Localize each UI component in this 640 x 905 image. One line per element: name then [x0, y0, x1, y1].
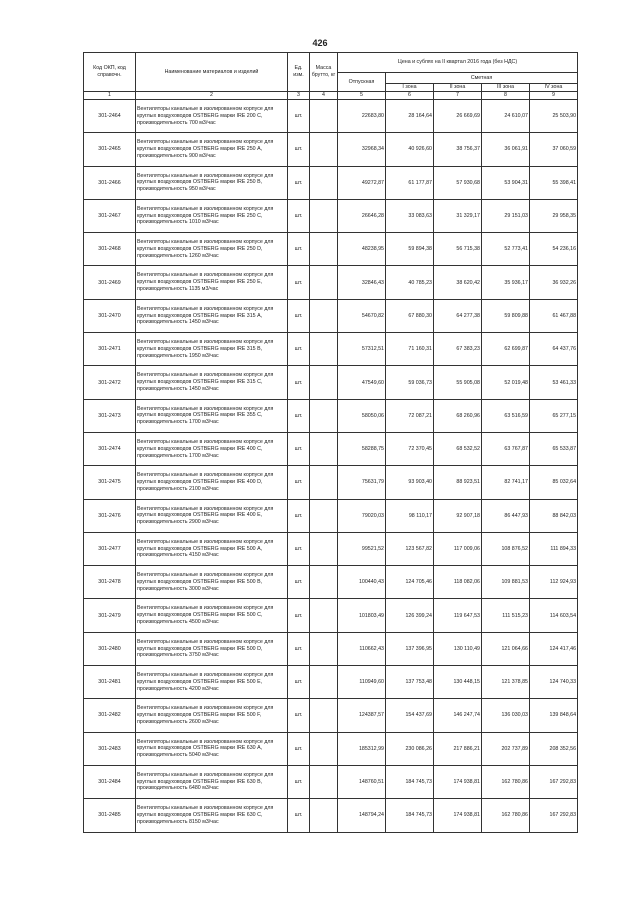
price-zone-4: 167 292,83 [530, 765, 578, 798]
item-unit: шт. [288, 466, 310, 499]
price-zone-1: 124 705,46 [386, 566, 434, 599]
price-zone-3: 52 773,41 [482, 233, 530, 266]
price-otpusknaya: 49272,87 [338, 166, 386, 199]
price-zone-3: 36 061,91 [482, 133, 530, 166]
price-zone-4: 167 292,83 [530, 799, 578, 832]
item-mass [310, 266, 338, 299]
price-zone-4: 124 417,46 [530, 632, 578, 665]
table-row [84, 632, 578, 665]
item-unit: шт. [288, 199, 310, 232]
price-zone-2: 146 247,74 [434, 699, 482, 732]
item-mass [310, 233, 338, 266]
item-code: 301-2479 [84, 599, 136, 632]
price-zone-2: 64 277,38 [434, 299, 482, 332]
item-mass [310, 366, 338, 399]
table-row [84, 199, 578, 232]
item-unit: шт. [288, 432, 310, 465]
item-code: 301-2474 [84, 432, 136, 465]
column-number: 9 [530, 92, 578, 100]
item-unit: шт. [288, 366, 310, 399]
price-zone-2: 26 669,69 [434, 100, 482, 133]
item-unit: шт. [288, 266, 310, 299]
table-row [84, 765, 578, 798]
item-mass [310, 799, 338, 832]
price-zone-2: 117 009,06 [434, 532, 482, 565]
price-otpusknaya: 54670,82 [338, 299, 386, 332]
item-unit: шт. [288, 399, 310, 432]
item-unit: шт. [288, 799, 310, 832]
price-zone-3: 24 610,07 [482, 100, 530, 133]
item-code: 301-2468 [84, 233, 136, 266]
price-zone-3: 108 876,52 [482, 532, 530, 565]
price-zone-1: 137 396,95 [386, 632, 434, 665]
price-zone-1: 184 745,73 [386, 799, 434, 832]
price-otpusknaya: 32968,34 [338, 133, 386, 166]
item-name: Вентиляторы канальные в изолированном корпусе для круглых воздуховодов OSTBERG марки IRE 315 С, производительность 1450 м3/час [136, 366, 288, 399]
item-code: 301-2464 [84, 100, 136, 133]
column-number: 8 [482, 92, 530, 100]
price-otpusknaya: 100440,43 [338, 566, 386, 599]
price-otpusknaya: 110949,60 [338, 666, 386, 699]
item-unit: шт. [288, 666, 310, 699]
price-zone-1: 126 399,24 [386, 599, 434, 632]
price-zone-1: 154 437,69 [386, 699, 434, 732]
item-unit: шт. [288, 532, 310, 565]
price-zone-1: 71 160,31 [386, 333, 434, 366]
item-unit: шт. [288, 632, 310, 665]
price-zone-4: 36 932,26 [530, 266, 578, 299]
price-zone-1: 40 926,60 [386, 133, 434, 166]
price-zone-3: 62 699,87 [482, 333, 530, 366]
price-zone-3: 136 030,03 [482, 699, 530, 732]
table-row [84, 499, 578, 532]
item-name: Вентиляторы канальные в изолированном корпусе для круглых воздуховодов OSTBERG марки IRE 315 В, производительность 1950 м3/час [136, 333, 288, 366]
column-number: 7 [434, 92, 482, 100]
item-name: Вентиляторы канальные в изолированном корпусе для круглых воздуховодов OSTBERG марки IRE 400 С, производительность 1700 м3/час [136, 432, 288, 465]
price-zone-1: 123 567,82 [386, 532, 434, 565]
price-zone-2: 217 886,21 [434, 732, 482, 765]
item-unit: шт. [288, 765, 310, 798]
price-zone-2: 31 329,17 [434, 199, 482, 232]
table-row [84, 299, 578, 332]
item-code: 301-2465 [84, 133, 136, 166]
price-zone-2: 130 448,15 [434, 666, 482, 699]
price-otpusknaya: 101803,49 [338, 599, 386, 632]
price-zone-1: 59 036,73 [386, 366, 434, 399]
header-mass: Масса брутто, кг [310, 53, 338, 92]
price-zone-4: 37 060,59 [530, 133, 578, 166]
price-zone-4: 85 032,64 [530, 466, 578, 499]
item-name: Вентиляторы канальные в изолированном корпусе для круглых воздуховодов OSTBERG марки IRE 500 D, производительность 3750 м3/час [136, 632, 288, 665]
item-name: Вентиляторы канальные в изолированном корпусе для круглых воздуховодов OSTBERG марки IRE 250 А, производительность 900 м3/час [136, 133, 288, 166]
item-name: Вентиляторы канальные в изолированном корпусе для круглых воздуховодов OSTBERG марки IRE 400 E, производительность 2900 м3/час [136, 499, 288, 532]
item-mass [310, 666, 338, 699]
item-name: Вентиляторы канальные в изолированном корпусе для круглых воздуховодов OSTBERG марки IRE 500 С, производительность 4500 м3/час [136, 599, 288, 632]
table-row [84, 699, 578, 732]
header-otpusknaya: Отпускная [338, 73, 386, 92]
price-zone-4: 208 352,56 [530, 732, 578, 765]
item-name: Вентиляторы канальные в изолированном корпусе для круглых воздуховодов OSTBERG марки IRE 250 D, производительность 1260 м3/час [136, 233, 288, 266]
price-zone-4: 29 958,35 [530, 199, 578, 232]
price-zone-3: 121 064,66 [482, 632, 530, 665]
table-row [84, 233, 578, 266]
price-zone-1: 93 903,40 [386, 466, 434, 499]
item-unit: шт. [288, 166, 310, 199]
price-zone-4: 64 437,76 [530, 333, 578, 366]
item-unit: шт. [288, 333, 310, 366]
price-zone-2: 56 715,38 [434, 233, 482, 266]
price-zone-4: 114 603,54 [530, 599, 578, 632]
price-zone-3: 86 447,93 [482, 499, 530, 532]
item-mass [310, 699, 338, 732]
price-zone-1: 230 086,26 [386, 732, 434, 765]
table-row [84, 666, 578, 699]
price-zone-4: 139 848,64 [530, 699, 578, 732]
page-number: 426 [312, 38, 328, 48]
price-zone-2: 38 756,37 [434, 133, 482, 166]
price-zone-2: 174 938,81 [434, 765, 482, 798]
price-zone-2: 38 620,42 [434, 266, 482, 299]
item-unit: шт. [288, 100, 310, 133]
item-mass [310, 732, 338, 765]
column-number: 6 [386, 92, 434, 100]
item-code: 301-2471 [84, 333, 136, 366]
item-code: 301-2466 [84, 166, 136, 199]
item-code: 301-2482 [84, 699, 136, 732]
header-name: Наименование материалов и изделий [136, 53, 288, 92]
price-zone-4: 112 924,93 [530, 566, 578, 599]
item-mass [310, 499, 338, 532]
price-otpusknaya: 148760,51 [338, 765, 386, 798]
table-header [84, 53, 578, 100]
item-code: 301-2473 [84, 399, 136, 432]
header-zone-3: III зона [482, 84, 530, 92]
item-name: Вентиляторы канальные в изолированном корпусе для круглых воздуховодов OSTBERG марки IRE 630 В, производительность 6480 м3/час [136, 765, 288, 798]
item-code: 301-2475 [84, 466, 136, 499]
price-otpusknaya: 58050,06 [338, 399, 386, 432]
price-otpusknaya: 48238,95 [338, 233, 386, 266]
item-name: Вентиляторы канальные в изолированном корпусе для круглых воздуховодов OSTBERG марки IRE 500 F, производительность 2600 м3/час [136, 699, 288, 732]
item-mass [310, 599, 338, 632]
table-row [84, 566, 578, 599]
price-zone-2: 92 907,18 [434, 499, 482, 532]
column-number: 1 [84, 92, 136, 100]
column-number: 4 [310, 92, 338, 100]
table-row [84, 466, 578, 499]
item-code: 301-2476 [84, 499, 136, 532]
price-zone-2: 67 383,23 [434, 333, 482, 366]
item-unit: шт. [288, 566, 310, 599]
item-name: Вентиляторы канальные в изолированном корпусе для круглых воздуховодов OSTBERG марки IRE 250 В, производительность 950 м3/час [136, 166, 288, 199]
table-row [84, 599, 578, 632]
price-zone-4: 65 533,87 [530, 432, 578, 465]
item-unit: шт. [288, 699, 310, 732]
item-mass [310, 432, 338, 465]
price-zone-3: 63 767,87 [482, 432, 530, 465]
price-otpusknaya: 124387,57 [338, 699, 386, 732]
price-zone-2: 68 260,96 [434, 399, 482, 432]
item-name: Вентиляторы канальные в изолированном корпусе для круглых воздуховодов OSTBERG марки IRE 200 С, производительность 700 м3/час [136, 100, 288, 133]
item-unit: шт. [288, 599, 310, 632]
price-zone-1: 72 087,21 [386, 399, 434, 432]
price-zone-4: 111 894,33 [530, 532, 578, 565]
item-name: Вентиляторы канальные в изолированном корпусе для круглых воздуховодов OSTBERG марки IRE 630 А, производительность 5040 м3/час [136, 732, 288, 765]
table-row [84, 133, 578, 166]
item-name: Вентиляторы канальные в изолированном корпусе для круглых воздуховодов OSTBERG марки IRE 250 E, производительность 1135 м3/час [136, 266, 288, 299]
table-row [84, 333, 578, 366]
item-mass [310, 133, 338, 166]
price-zone-3: 52 019,48 [482, 366, 530, 399]
column-number: 5 [338, 92, 386, 100]
item-name: Вентиляторы канальные в изолированном корпусе для круглых воздуховодов OSTBERG марки IRE 500 В, производительность 3000 м3/час [136, 566, 288, 599]
item-code: 301-2472 [84, 366, 136, 399]
header-price-group: Цена и сублях на II квартал 2016 года (без НДС) [338, 53, 578, 73]
table-body [84, 100, 578, 833]
price-zone-3: 59 809,88 [482, 299, 530, 332]
price-zone-2: 55 905,08 [434, 366, 482, 399]
item-name: Вентиляторы канальные в изолированном корпусе для круглых воздуховодов OSTBERG марки IRE 400 D, производительность 2100 м3/час [136, 466, 288, 499]
item-code: 301-2484 [84, 765, 136, 798]
price-otpusknaya: 22683,80 [338, 100, 386, 133]
item-unit: шт. [288, 732, 310, 765]
item-name: Вентиляторы канальные в изолированном корпусе для круглых воздуховодов OSTBERG марки IRE 500 E, производительность 4200 м3/час [136, 666, 288, 699]
item-mass [310, 333, 338, 366]
price-zone-2: 68 532,52 [434, 432, 482, 465]
item-unit: шт. [288, 133, 310, 166]
price-zone-3: 202 737,89 [482, 732, 530, 765]
item-name: Вентиляторы канальные в изолированном корпусе для круглых воздуховодов OSTBERG марки IRE 250 С, производительность 1010 м3/час [136, 199, 288, 232]
price-zone-1: 33 083,63 [386, 199, 434, 232]
price-zone-3: 35 936,17 [482, 266, 530, 299]
item-code: 301-2469 [84, 266, 136, 299]
item-code: 301-2485 [84, 799, 136, 832]
price-otpusknaya: 185312,99 [338, 732, 386, 765]
item-unit: шт. [288, 233, 310, 266]
price-zone-4: 55 398,41 [530, 166, 578, 199]
price-zone-1: 98 110,17 [386, 499, 434, 532]
price-zone-4: 53 461,33 [530, 366, 578, 399]
price-zone-3: 82 741,17 [482, 466, 530, 499]
header-code: Код ОКП, код справочн. [84, 53, 136, 92]
item-name: Вентиляторы канальные в изолированном корпусе для круглых воздуховодов OSTBERG марки IRE 315 А, производительность 1450 м3/час [136, 299, 288, 332]
price-zone-2: 88 923,51 [434, 466, 482, 499]
item-mass [310, 299, 338, 332]
price-zone-4: 25 503,90 [530, 100, 578, 133]
item-code: 301-2470 [84, 299, 136, 332]
item-code: 301-2477 [84, 532, 136, 565]
price-zone-3: 111 515,23 [482, 599, 530, 632]
price-zone-3: 63 516,59 [482, 399, 530, 432]
price-zone-3: 29 151,03 [482, 199, 530, 232]
table-row [84, 266, 578, 299]
price-zone-2: 118 082,06 [434, 566, 482, 599]
item-mass [310, 566, 338, 599]
price-otpusknaya: 75631,79 [338, 466, 386, 499]
item-unit: шт. [288, 299, 310, 332]
item-mass [310, 765, 338, 798]
price-zone-3: 162 780,86 [482, 765, 530, 798]
price-table [83, 52, 578, 833]
price-zone-2: 57 930,68 [434, 166, 482, 199]
item-code: 301-2483 [84, 732, 136, 765]
price-zone-1: 184 745,73 [386, 765, 434, 798]
table-row [84, 732, 578, 765]
column-number: 3 [288, 92, 310, 100]
column-number: 2 [136, 92, 288, 100]
price-zone-4: 88 842,03 [530, 499, 578, 532]
item-unit: шт. [288, 499, 310, 532]
price-otpusknaya: 79020,03 [338, 499, 386, 532]
price-zone-2: 119 647,53 [434, 599, 482, 632]
item-code: 301-2480 [84, 632, 136, 665]
price-zone-1: 28 164,64 [386, 100, 434, 133]
column-number-row [84, 92, 578, 100]
price-otpusknaya: 99521,52 [338, 532, 386, 565]
table-row [84, 399, 578, 432]
price-zone-4: 61 467,88 [530, 299, 578, 332]
price-otpusknaya: 32846,43 [338, 266, 386, 299]
item-mass [310, 199, 338, 232]
price-zone-3: 53 904,31 [482, 166, 530, 199]
table-row [84, 100, 578, 133]
price-zone-4: 54 236,16 [530, 233, 578, 266]
item-mass [310, 399, 338, 432]
price-zone-3: 109 881,53 [482, 566, 530, 599]
price-zone-1: 61 177,87 [386, 166, 434, 199]
price-zone-1: 137 753,48 [386, 666, 434, 699]
price-otpusknaya: 26646,28 [338, 199, 386, 232]
price-zone-4: 65 277,15 [530, 399, 578, 432]
item-name: Вентиляторы канальные в изолированном корпусе для круглых воздуховодов OSTBERG марки IRE 355 С, производительность 1700 м3/час [136, 399, 288, 432]
price-zone-2: 174 938,81 [434, 799, 482, 832]
price-zone-1: 40 785,23 [386, 266, 434, 299]
header-zone-2: II зона [434, 84, 482, 92]
item-mass [310, 532, 338, 565]
price-zone-3: 162 780,86 [482, 799, 530, 832]
price-zone-1: 59 894,38 [386, 233, 434, 266]
price-otpusknaya: 148794,24 [338, 799, 386, 832]
item-mass [310, 166, 338, 199]
item-name: Вентиляторы канальные в изолированном корпусе для круглых воздуховодов OSTBERG марки IRE 630 С, производительность 8150 м3/час [136, 799, 288, 832]
price-zone-2: 130 110,49 [434, 632, 482, 665]
price-otpusknaya: 58288,75 [338, 432, 386, 465]
item-code: 301-2478 [84, 566, 136, 599]
price-otpusknaya: 110662,43 [338, 632, 386, 665]
header-zone-4: IV зона [530, 84, 578, 92]
header-smetnaya: Сметная [386, 73, 578, 84]
item-name: Вентиляторы канальные в изолированном корпусе для круглых воздуховодов OSTBERG марки IRE 500 А, производительность 4150 м3/час [136, 532, 288, 565]
price-zone-4: 124 740,33 [530, 666, 578, 699]
item-code: 301-2481 [84, 666, 136, 699]
table-row [84, 532, 578, 565]
item-mass [310, 632, 338, 665]
header-unit: Ед. изм. [288, 53, 310, 92]
price-otpusknaya: 47549,60 [338, 366, 386, 399]
table-row [84, 366, 578, 399]
price-zone-3: 121 378,85 [482, 666, 530, 699]
price-zone-1: 72 370,45 [386, 432, 434, 465]
table-row [84, 432, 578, 465]
item-mass [310, 466, 338, 499]
header-zone-1: I зона [386, 84, 434, 92]
item-code: 301-2467 [84, 199, 136, 232]
table-row [84, 166, 578, 199]
item-mass [310, 100, 338, 133]
price-otpusknaya: 57312,51 [338, 333, 386, 366]
table-row [84, 799, 578, 832]
price-zone-1: 67 880,30 [386, 299, 434, 332]
